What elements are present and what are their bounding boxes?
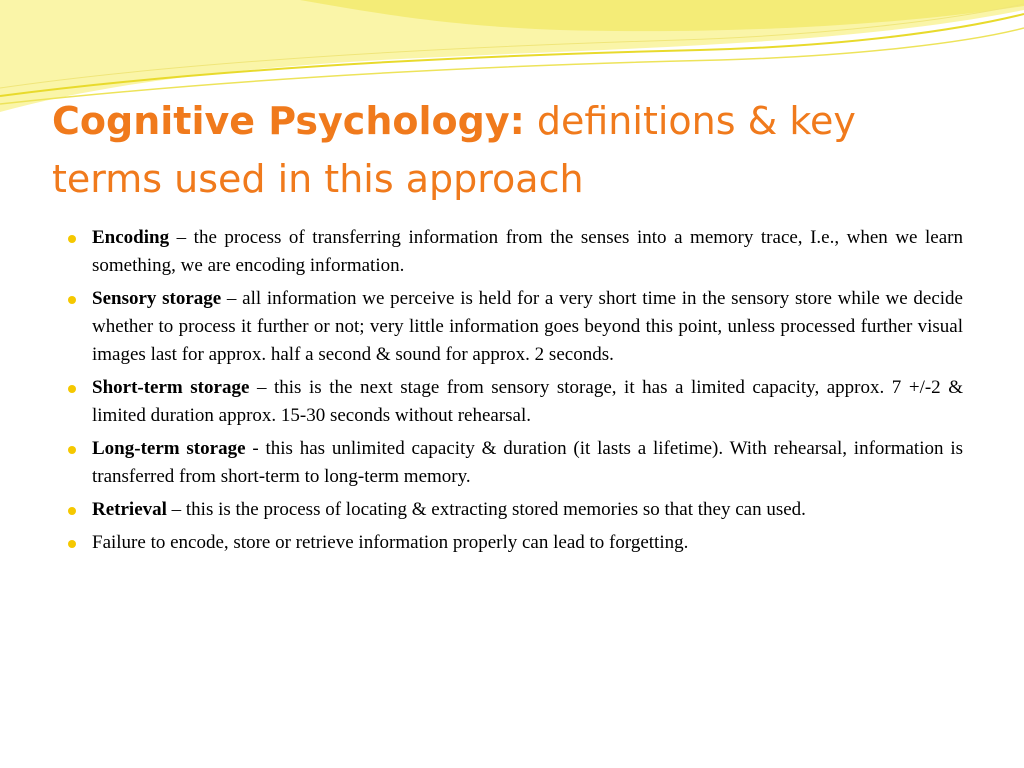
bullet-text: – this is the next stage from sensory storage, it has a limited capacity, approx. 7 +/-2 & limited duration approx. 15-30 seconds without rehearsal. xyxy=(92,377,963,426)
bullet-item-short-term-storage xyxy=(64,374,963,430)
bullet-dot-icon xyxy=(68,296,76,304)
bullet-text: – this is the process of locating & extracting stored memories so that they can used. xyxy=(166,499,806,520)
bullet-text: Failure to encode, store or retrieve information properly can lead to forgetting. xyxy=(92,532,689,553)
bullet-text: – all information we perceive is held for a very short time in the sensory store while we decide whether to process it further or not; very little information goes beyond this point, unless processed further visual images last for approx. half a second & sound for approx. 2 seconds. xyxy=(92,288,963,365)
bullet-item-retrieval xyxy=(64,496,963,524)
bullet-item-forgetting xyxy=(64,529,963,557)
bullet-text: – the process of transferring information from the senses into a memory trace, I.e., when we learn something, we are encoding information. xyxy=(92,227,963,276)
bullet-term: Long-term storage xyxy=(92,438,246,459)
bullet-dot-icon xyxy=(68,540,76,548)
slide-title-bold: Cognitive Psychology: xyxy=(52,99,525,143)
bullet-dot-icon xyxy=(68,385,76,393)
slide-title-regular: definitions & key terms used in this approach xyxy=(52,99,856,201)
bullet-item-long-term-storage xyxy=(64,435,963,491)
bullet-dot-icon xyxy=(68,446,76,454)
bullet-text: - this has unlimited capacity & duration (it lasts a lifetime). With rehearsal, information is transferred from short-term to long-term memory. xyxy=(92,438,963,487)
bullet-dot-icon xyxy=(68,507,76,515)
bullet-term: Sensory storage xyxy=(92,288,222,309)
bullet-term: Retrieval xyxy=(92,499,167,520)
bullet-item-encoding xyxy=(64,224,963,280)
bullet-term: Encoding xyxy=(92,227,170,248)
bullet-item-sensory-storage xyxy=(64,285,963,369)
bullet-term: Short-term storage xyxy=(92,377,250,398)
slide-title xyxy=(52,92,972,208)
bullet-dot-icon xyxy=(68,235,76,243)
bullet-list xyxy=(64,224,963,562)
